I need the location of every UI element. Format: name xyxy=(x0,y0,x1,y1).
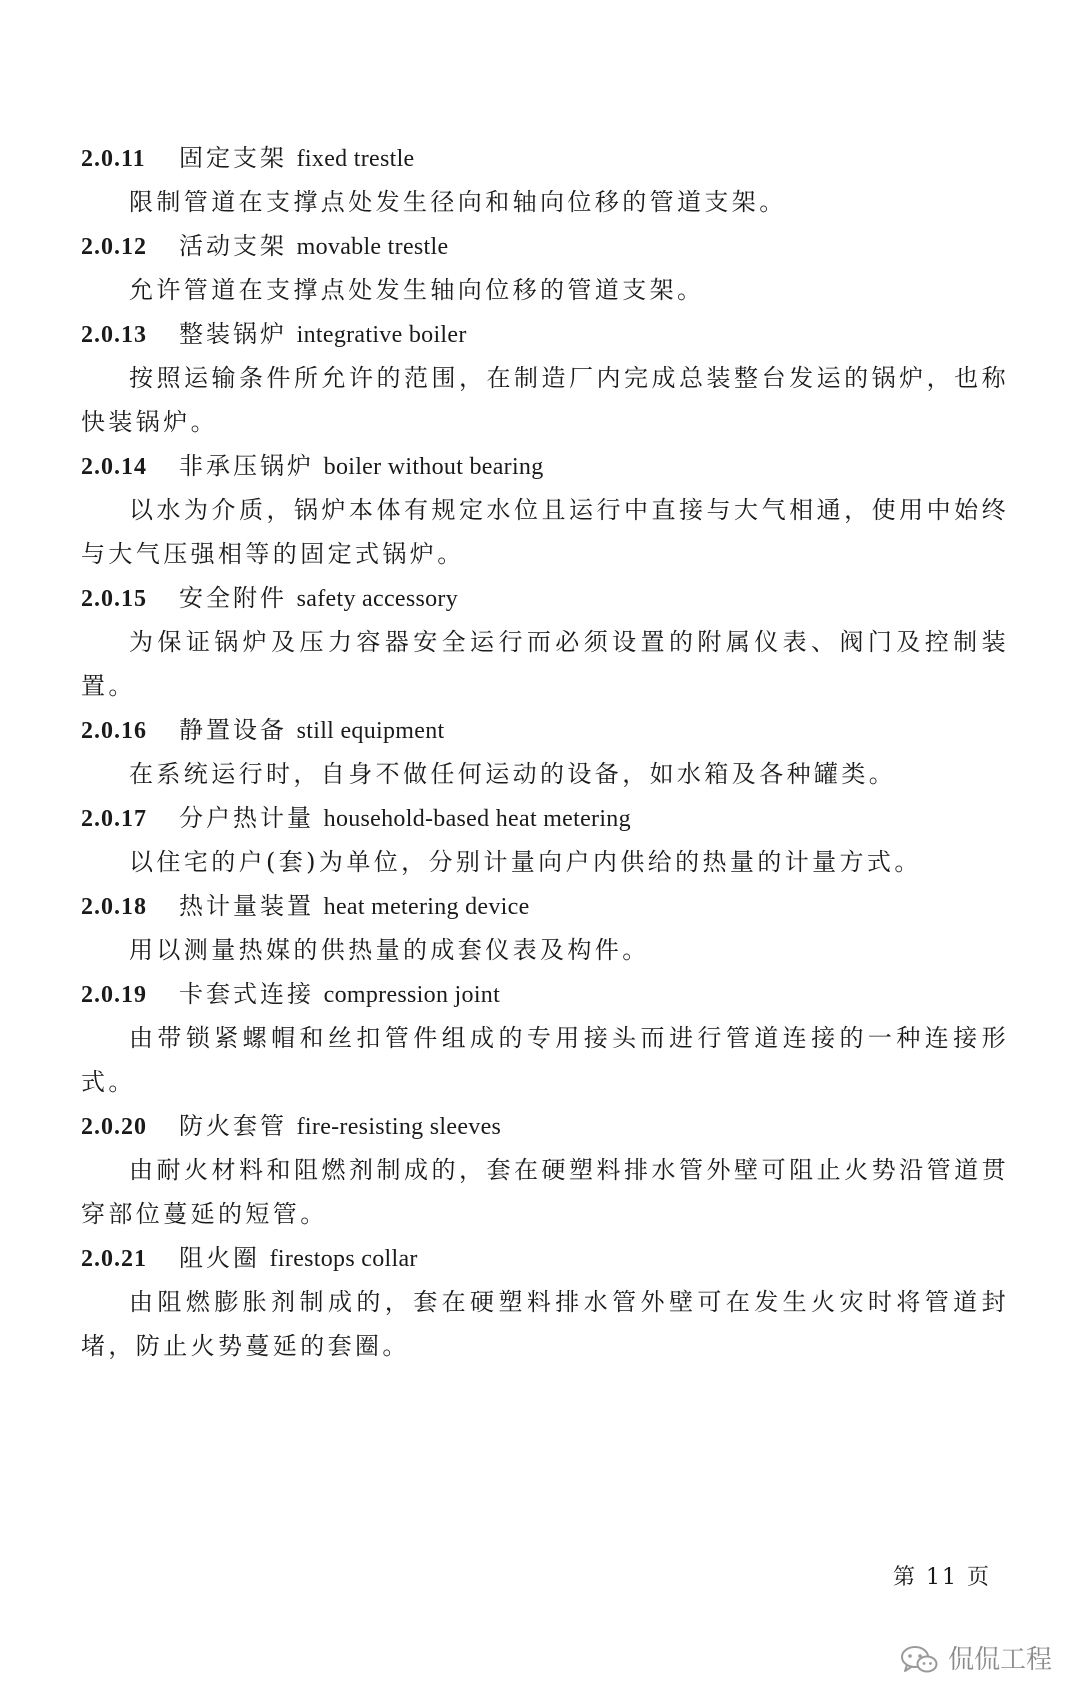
term-chinese: 活动支架 xyxy=(179,232,287,260)
term-english: fire-resisting sleeves xyxy=(296,1114,502,1140)
term-definition: 在系统运行时，自身不做任何运动的设备，如水箱及各种罐类。 xyxy=(129,760,897,788)
term-chinese: 热计量装置 xyxy=(179,892,314,920)
term-definition: 由耐火材料和阻燃剂制成的，套在硬塑料排水管外壁可阻止火势沿管道贯穿部位蔓延的短管。 xyxy=(81,1156,1009,1228)
term-number: 2.0.16 xyxy=(81,718,147,744)
term-heading xyxy=(81,796,1009,840)
term-heading xyxy=(81,312,1009,356)
term-chinese: 固定支架 xyxy=(179,144,287,172)
term-number: 2.0.12 xyxy=(81,234,147,260)
term-number: 2.0.20 xyxy=(81,1114,147,1140)
entry-2-0-20 xyxy=(81,1104,1009,1236)
term-english: still equipment xyxy=(296,718,445,744)
term-heading xyxy=(81,444,1009,488)
term-number: 2.0.15 xyxy=(81,586,147,612)
term-chinese: 阻火圈 xyxy=(179,1244,260,1272)
entry-2-0-16 xyxy=(81,708,1009,796)
wechat-icon xyxy=(900,1645,938,1675)
entry-2-0-11 xyxy=(81,136,1009,224)
term-english: heat metering device xyxy=(323,894,530,920)
term-heading xyxy=(81,224,1009,268)
term-definition: 由阻燃膨胀剂制成的，套在硬塑料排水管外壁可在发生火灾时将管道封堵，防止火势蔓延的套圈。 xyxy=(81,1288,1009,1360)
entry-2-0-12 xyxy=(81,224,1009,312)
watermark-text: 侃侃工程 xyxy=(947,1645,1052,1675)
term-chinese: 分户热计量 xyxy=(179,804,314,832)
page-number: 第 11 页 xyxy=(893,1565,991,1590)
entry-2-0-13 xyxy=(81,312,1009,444)
term-heading xyxy=(81,136,1009,180)
entry-2-0-19 xyxy=(81,972,1009,1104)
term-english: movable trestle xyxy=(296,234,449,260)
term-number: 2.0.18 xyxy=(81,894,147,920)
term-chinese: 非承压锅炉 xyxy=(179,452,314,480)
term-heading xyxy=(81,708,1009,752)
term-english: firestops collar xyxy=(269,1246,418,1272)
term-number: 2.0.21 xyxy=(81,1246,147,1272)
document-body xyxy=(81,136,1009,1368)
term-definition: 允许管道在支撑点处发生轴向位移的管道支架。 xyxy=(129,276,705,304)
term-heading xyxy=(81,884,1009,928)
term-chinese: 卡套式连接 xyxy=(179,980,314,1008)
watermark xyxy=(900,1644,1052,1676)
term-english: compression joint xyxy=(323,982,501,1008)
term-english: safety accessory xyxy=(296,586,459,612)
term-number: 2.0.13 xyxy=(81,322,147,348)
entry-2-0-15 xyxy=(81,576,1009,708)
entry-2-0-18 xyxy=(81,884,1009,972)
term-number: 2.0.17 xyxy=(81,806,147,832)
term-number: 2.0.11 xyxy=(81,146,146,172)
term-chinese: 静置设备 xyxy=(179,716,287,744)
entry-2-0-21 xyxy=(81,1236,1009,1368)
term-definition: 以水为介质，锅炉本体有规定水位且运行中直接与大气相通，使用中始终与大气压强相等的固定式锅炉。 xyxy=(81,496,1009,568)
term-english: household-based heat metering xyxy=(323,806,631,832)
term-number: 2.0.19 xyxy=(81,982,147,1008)
term-chinese: 安全附件 xyxy=(179,584,287,612)
term-definition: 按照运输条件所允许的范围，在制造厂内完成总装整台发运的锅炉，也称快装锅炉。 xyxy=(81,364,1009,436)
term-number: 2.0.14 xyxy=(81,454,147,480)
entry-2-0-14 xyxy=(81,444,1009,576)
term-definition: 以住宅的户(套)为单位，分别计量向户内供给的热量的计量方式。 xyxy=(129,848,922,876)
term-heading xyxy=(81,576,1009,620)
term-english: fixed trestle xyxy=(296,146,415,172)
term-english: integrative boiler xyxy=(296,322,467,348)
term-definition: 用以测量热媒的供热量的成套仪表及构件。 xyxy=(129,936,650,964)
term-heading xyxy=(81,1236,1009,1280)
term-heading xyxy=(81,1104,1009,1148)
term-definition: 限制管道在支撑点处发生径向和轴向位移的管道支架。 xyxy=(129,188,787,216)
term-english: boiler without bearing xyxy=(323,454,544,480)
term-chinese: 整装锅炉 xyxy=(179,320,287,348)
entry-2-0-17 xyxy=(81,796,1009,884)
term-definition: 为保证锅炉及压力容器安全运行而必须设置的附属仪表、阀门及控制装置。 xyxy=(81,628,1009,700)
term-chinese: 防火套管 xyxy=(179,1112,287,1140)
term-definition: 由带锁紧螺帽和丝扣管件组成的专用接头而进行管道连接的一种连接形式。 xyxy=(81,1024,1009,1096)
term-heading xyxy=(81,972,1009,1016)
